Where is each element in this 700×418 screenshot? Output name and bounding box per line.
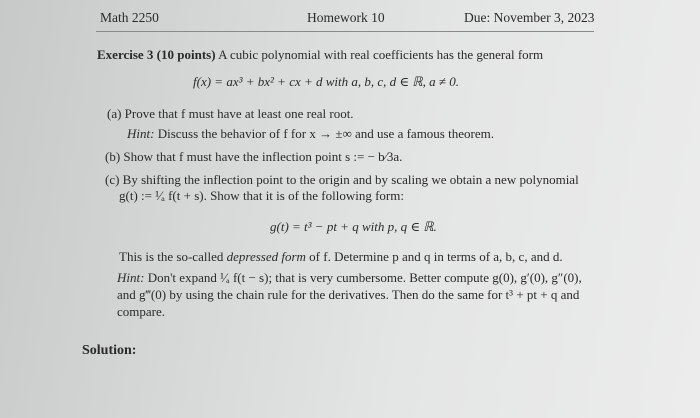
part-c-hint-label: Hint: [117,270,145,285]
depressed-form-term: depressed form [226,249,306,264]
exercise-intro: A cubic polynomial with real coefficients has the general form [215,47,544,62]
exercise-label: Exercise 3 (10 points) [97,47,216,62]
exercise-heading [97,47,543,63]
homework-title: Homework 10 [307,10,385,25]
part-a-hint [127,126,494,142]
depressed-form-formula: g(t) = t³ − pt + q with p, q ∈ ℝ. [270,219,437,234]
depressed-post: of f. Determine p and q in terms of a, b, c, and d. [305,249,563,264]
part-c-line-1: (c) By shifting the inflection point to the origin and by scaling we obtain a new polynomial [105,172,579,187]
due-date: Due: November 3, 2023 [464,10,595,25]
part-c-line-2: g(t) := ¹⁄ₐ f(t + s). Show that it is of the following form: [119,188,404,203]
part-a-hint-label: Hint: [127,126,155,141]
part-a-hint-text: Discuss the behavior of f for x → ±∞ and use a famous theorem. [154,126,494,141]
depressed-pre: This is the so-called [119,249,227,264]
header-rule [96,31,594,32]
solution-label: Solution: [82,343,137,358]
part-a: (a) Prove that f must have at least one real root. [107,106,354,121]
part-c-hint-line-3: compare. [117,304,166,319]
depressed-form-sentence [119,249,563,265]
part-c-hint-line-1 [117,270,582,286]
course-label: Math 2250 [100,10,159,25]
general-form-formula: f(x) = ax³ + bx² + cx + d with a, b, c, d ∈ ℝ, a ≠ 0. [193,74,459,89]
part-c-hint-line-2: and g‴(0) by using the chain rule for the derivatives. Then do the same for t³ + pt + q and [117,287,580,302]
part-c-hint-text-1: Don't expand ¹⁄ₐ f(t − s); that is very cumbersome. Better compute g(0), g′(0), g″(0), [144,270,582,285]
part-b: (b) Show that f must have the inflection point s := − b⁄3a. [105,149,403,164]
